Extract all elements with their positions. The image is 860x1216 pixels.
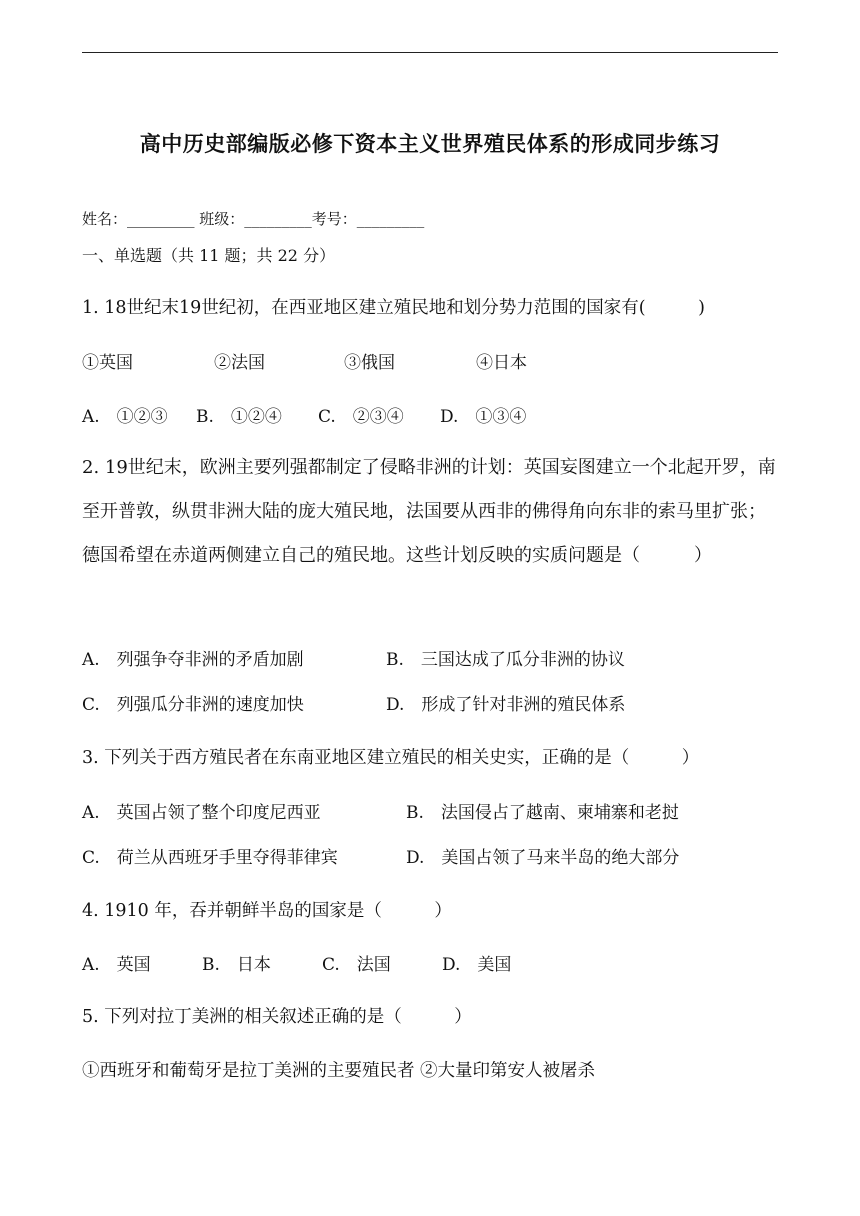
question-1-sub-option: ②法国 bbox=[214, 353, 265, 373]
question-4-stem: 4. 1910 年，吞并朝鲜半岛的国家是（ ） bbox=[82, 901, 452, 921]
question-1-sub-option: ③俄国 bbox=[344, 353, 395, 373]
question-3-option-d[interactable]: D. 美国占领了马来半岛的绝大部分 bbox=[406, 848, 680, 868]
question-3-option-c[interactable]: C. 荷兰从西班牙手里夺得菲律宾 bbox=[82, 848, 338, 868]
question-5-sub-options: ①西班牙和葡萄牙是拉丁美洲的主要殖民者 ②大量印第安人被屠杀 bbox=[82, 1061, 596, 1081]
question-2-option-a[interactable]: A. 列强争夺非洲的矛盾加剧 bbox=[82, 650, 304, 670]
question-5-stem: 5. 下列对拉丁美洲的相关叙述正确的是（ ） bbox=[82, 1007, 472, 1027]
question-4-option-a[interactable]: A. 英国 bbox=[82, 955, 151, 975]
question-1-sub-option: ④日本 bbox=[476, 353, 527, 373]
header-rule bbox=[82, 52, 778, 53]
question-2-option-d[interactable]: D. 形成了针对非洲的殖民体系 bbox=[386, 695, 626, 715]
question-4-option-c[interactable]: C. 法国 bbox=[322, 955, 391, 975]
student-info-line: 姓名：_________ 班级：_________考号：_________ bbox=[82, 210, 425, 228]
question-1-sub-option: ①英国 bbox=[82, 353, 133, 373]
question-2-stem: 2. 19世纪末，欧洲主要列强都制定了侵略非洲的计划：英国妄图建立一个北起开罗，南至开普敦，纵贯非洲大陆的庞大殖民地，法国要从西非的佛得角向东非的索马里扩张；德国希望在赤道两侧建立自己的殖民地。这些计划反映的实质问题是（ ） bbox=[82, 457, 776, 566]
question-2-option-b[interactable]: B. 三国达成了瓜分非洲的协议 bbox=[386, 650, 625, 670]
question-3-option-a[interactable]: A. 英国占领了整个印度尼西亚 bbox=[82, 803, 321, 823]
question-1-stem: 1. 18世纪末19世纪初，在西亚地区建立殖民地和划分势力范围的国家有( ) bbox=[82, 298, 705, 318]
question-4-option-b[interactable]: B. 日本 bbox=[202, 955, 271, 975]
question-1-option-c[interactable]: C. ②③④ bbox=[318, 407, 404, 427]
document-title: 高中历史部编版必修下资本主义世界殖民体系的形成同步练习 bbox=[139, 132, 721, 156]
question-1-option-d[interactable]: D. ①③④ bbox=[440, 407, 527, 427]
section-heading: 一、单选题（共 11 题；共 22 分） bbox=[82, 246, 336, 265]
question-1-option-a[interactable]: A. ①②③ bbox=[82, 407, 168, 427]
question-2-option-c[interactable]: C. 列强瓜分非洲的速度加快 bbox=[82, 695, 304, 715]
question-3-stem: 3. 下列关于西方殖民者在东南亚地区建立殖民的相关史实，正确的是（ ） bbox=[82, 748, 700, 768]
question-3-option-b[interactable]: B. 法国侵占了越南、柬埔寨和老挝 bbox=[406, 803, 679, 823]
question-1-option-b[interactable]: B. ①②④ bbox=[196, 407, 282, 427]
question-4-option-d[interactable]: D. 美国 bbox=[442, 955, 512, 975]
